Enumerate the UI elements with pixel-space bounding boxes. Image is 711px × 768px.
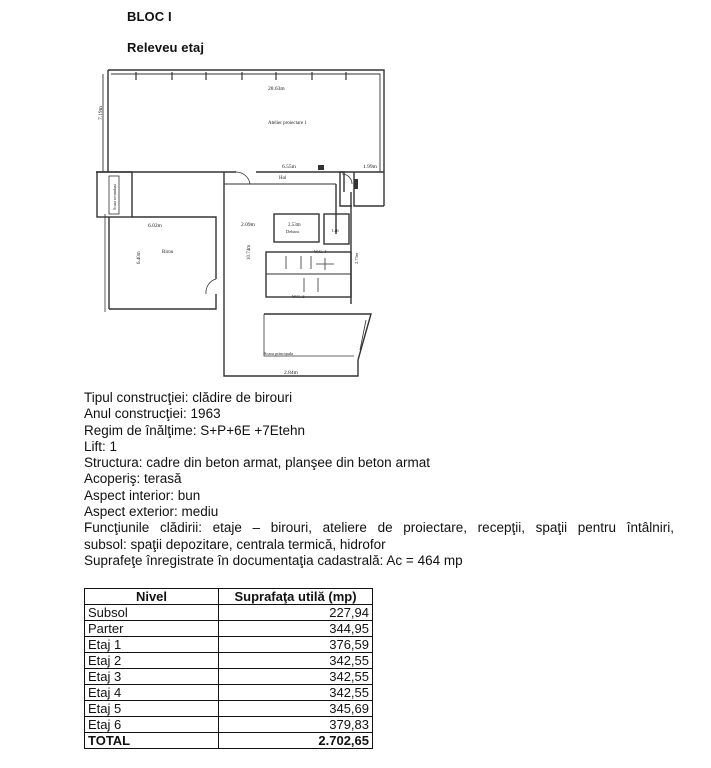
label-dim-199: 1.99m <box>363 164 377 170</box>
label-dim-284: 2.84m <box>284 370 298 376</box>
label-debara: Debara <box>286 229 299 234</box>
info-regim: Regim de înălţime: S+P+6E +7Etehn <box>84 422 306 438</box>
table-row <box>85 669 373 685</box>
row-nivel: Etaj 4 <box>85 685 219 701</box>
info-aspect-interior: Aspect interior: bun <box>84 487 201 503</box>
table-header-row <box>85 589 373 605</box>
row-nivel: Etaj 5 <box>85 701 219 717</box>
label-dim-602: 6.02m <box>148 223 162 229</box>
wc-block <box>266 252 351 297</box>
label-dim-253: 2.53m <box>288 223 301 228</box>
info-functiuni-2: subsol: spaţii depozitare, centrala termică, hidrofor <box>84 536 386 552</box>
label-hol: Hol <box>279 176 287 181</box>
label-wc2: W.C. 2 <box>292 294 305 299</box>
label-dim-1074: 10.74m <box>247 244 252 260</box>
wall-north-east <box>108 70 384 206</box>
label-overall-width: 28.63m <box>268 86 285 92</box>
label-birou: Birou <box>162 250 174 255</box>
table-row <box>85 701 373 717</box>
row-nivel: Etaj 6 <box>85 717 219 733</box>
row-nivel: Parter <box>85 621 219 637</box>
table-row <box>85 685 373 701</box>
label-birou-height: 6.40m <box>137 251 142 264</box>
info-functiuni-1: Funcţiunile clădirii: etaje – birouri, ateliere de proiectare, recepţii, spaţii pentru întâlniri, <box>84 520 674 536</box>
row-suprafata: 342,55 <box>219 653 373 669</box>
debara-room <box>274 214 319 242</box>
info-suprafete: Suprafeţe înregistrate în documentaţia cadastrală: Ac = 464 mp <box>84 552 463 568</box>
info-structura: Structura: cadre din beton armat, planşee din beton armat <box>84 455 430 471</box>
table-row <box>85 605 373 621</box>
info-acoperis: Acoperiş: terasă <box>84 471 182 487</box>
label-dim-275: 2.75m <box>354 252 359 264</box>
row-suprafata: 342,55 <box>219 669 373 685</box>
table-row <box>85 653 373 669</box>
table-total-row <box>85 733 373 749</box>
row-suprafata: 379,83 <box>219 717 373 733</box>
row-nivel: Subsol <box>85 605 219 621</box>
label-overall-height: 7.19m <box>98 106 104 120</box>
row-suprafata: 376,59 <box>219 637 373 653</box>
row-nivel: Etaj 2 <box>85 653 219 669</box>
floor-plan-drawing <box>96 64 396 382</box>
total-label: TOTAL <box>85 733 219 749</box>
area-table <box>84 588 373 749</box>
label-dim-655: 6.55m <box>282 164 296 170</box>
total-value: 2.702,65 <box>219 733 373 749</box>
label-scara-secundara: Scara secundara <box>112 184 117 210</box>
row-nivel: Etaj 3 <box>85 669 219 685</box>
row-suprafata: 344,95 <box>219 621 373 637</box>
info-an: Anul construcţiei: 1963 <box>84 406 221 422</box>
header-suprafata: Suprafaţa utilă (mp) <box>219 589 373 605</box>
table-row <box>85 621 373 637</box>
label-scara-principala: Scara principala <box>264 351 294 356</box>
label-lift: Lift <box>332 228 339 233</box>
row-suprafata: 227,94 <box>219 605 373 621</box>
info-tip: Tipul construcţiei: clădire de birouri <box>84 390 293 405</box>
label-atelier: Atelier proiectare 1 <box>268 121 307 126</box>
label-wc1: W.C. 1 <box>314 249 327 254</box>
page-subtitle: Releveu etaj <box>127 40 205 55</box>
header-nivel: Nivel <box>85 589 219 605</box>
row-nivel: Etaj 1 <box>85 637 219 653</box>
row-suprafata: 342,55 <box>219 685 373 701</box>
info-lift: Lift: 1 <box>84 438 118 454</box>
row-suprafata: 345,69 <box>219 701 373 717</box>
info-aspect-exterior: Aspect exterior: mediu <box>84 504 219 520</box>
building-info <box>84 390 674 569</box>
table-row <box>85 637 373 653</box>
page-title: BLOC I <box>127 9 172 24</box>
table-row <box>85 717 373 733</box>
label-dim-209: 2.09m <box>241 222 255 228</box>
